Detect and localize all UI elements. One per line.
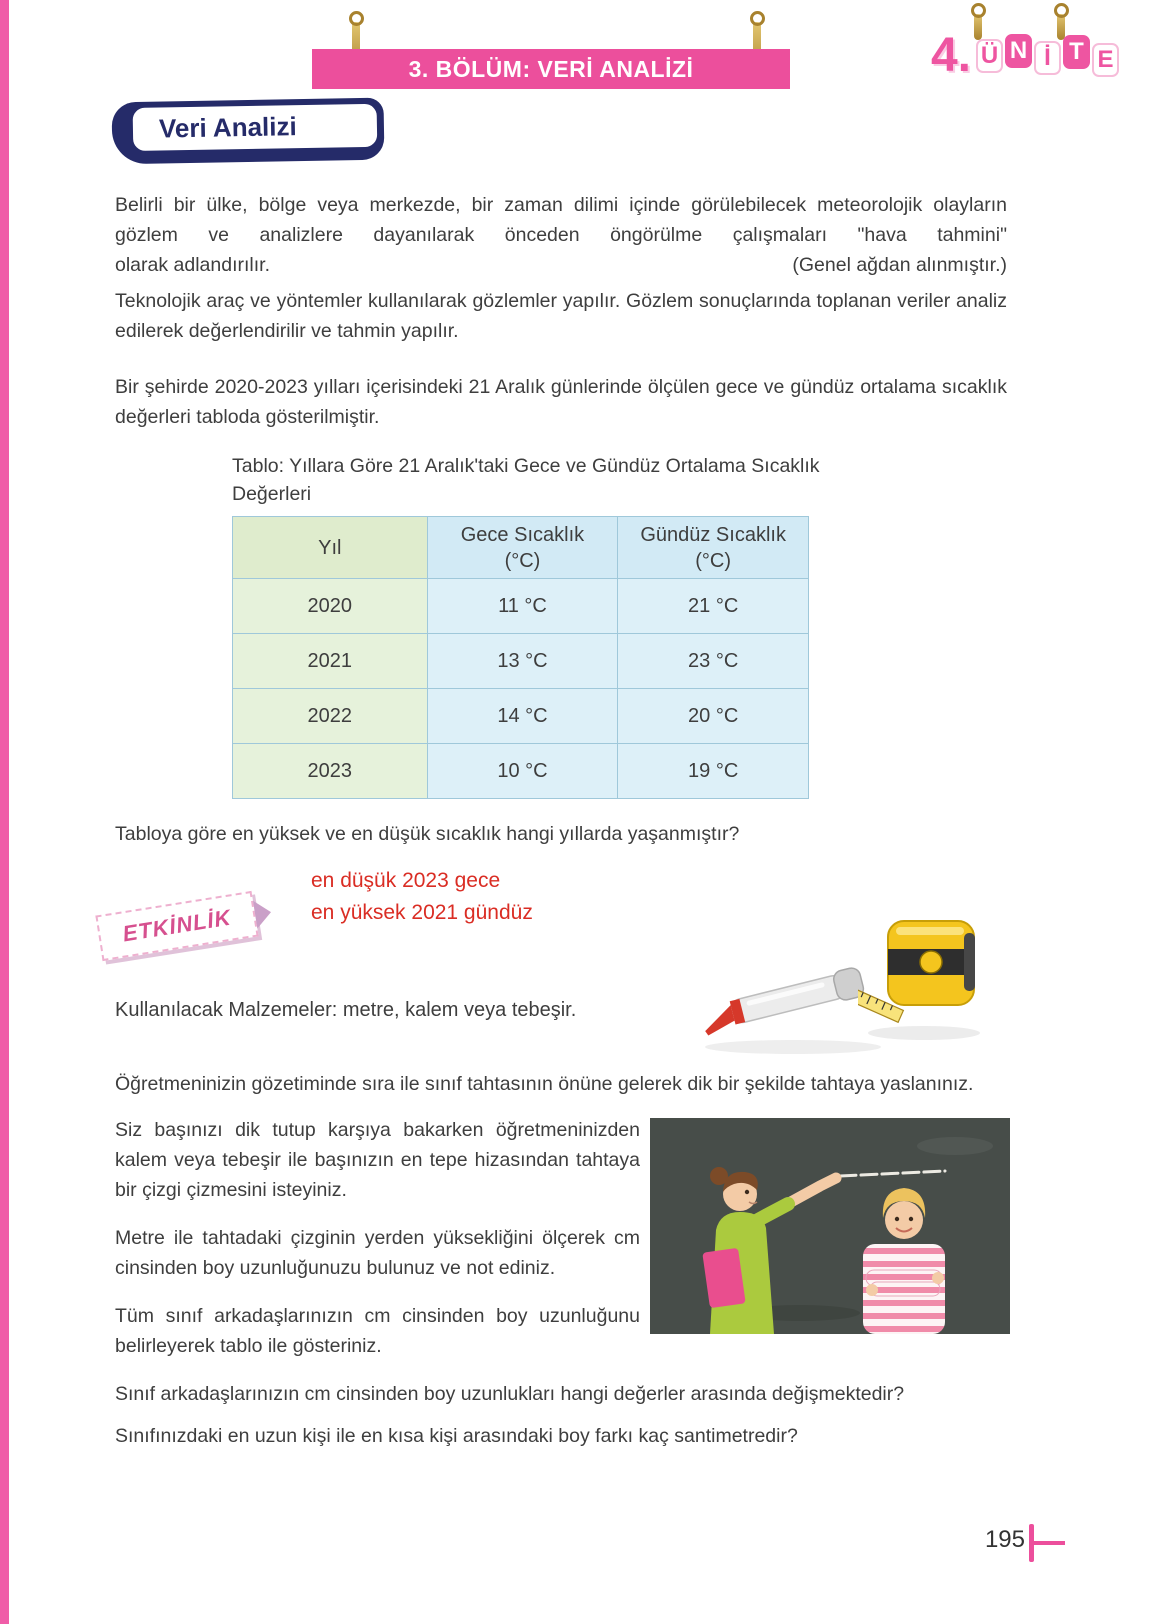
activity-step-2: Siz başınızı dik tutup karşıya bakarken öğretmeninizden kalem veya tebeşir ile başınızın en tepe hizasından tahtaya bir çizgi çizmesini isteyiniz. xyxy=(115,1119,640,1201)
section-title-badge xyxy=(111,98,384,165)
unit-letter: E xyxy=(1092,43,1119,77)
column-header-day-title: Gündüz Sıcaklık xyxy=(640,523,786,546)
table-row xyxy=(233,634,809,689)
cell-year: 2020 xyxy=(233,579,428,634)
table-row xyxy=(233,579,809,634)
unit-letter: T xyxy=(1063,35,1090,69)
page-edge-strip xyxy=(0,0,9,1624)
activity-steps xyxy=(115,1115,640,1361)
classroom-photo-illustration xyxy=(650,1118,1010,1334)
cell-year: 2023 xyxy=(233,744,428,799)
column-header-night xyxy=(427,517,618,579)
unit-letter: İ xyxy=(1034,41,1061,75)
cell-day-temp: 21 °C xyxy=(618,579,809,634)
chapter-header: 3. BÖLÜM: VERİ ANALİZİ xyxy=(312,49,790,89)
cell-day-temp: 23 °C xyxy=(618,634,809,689)
activity-step-3: Metre ile tahtadaki çizginin yerden yüksekliğini ölçerek cm cinsinden boy uzunluğunuzu bulunuz ve not ediniz. xyxy=(115,1227,640,1279)
tape-measure-icon xyxy=(858,915,998,1043)
cell-year: 2021 xyxy=(233,634,428,689)
table-header-row xyxy=(233,517,809,579)
activity-question-1: Sınıf arkadaşlarınızın cm cinsinden boy uzunlukları hangi değerler arasında değişmektedir? xyxy=(115,1383,905,1405)
cell-day-temp: 20 °C xyxy=(618,689,809,744)
intro-paragraph-1-end-row xyxy=(115,250,1007,280)
tape-measure-body xyxy=(888,921,975,1005)
column-header-night-title: Gece Sıcaklık xyxy=(460,523,585,546)
table-row xyxy=(233,689,809,744)
cell-year: 2022 xyxy=(233,689,428,744)
unit-letter: Ü xyxy=(976,39,1003,73)
cell-day-temp: 19 °C xyxy=(618,744,809,799)
source-note: (Genel ağdan alınmıştır.) xyxy=(792,254,1007,276)
unit-badge xyxy=(930,29,1119,82)
temperature-table xyxy=(232,516,809,799)
handwritten-answer-line: en yüksek 2021 gündüz xyxy=(311,901,533,924)
materials-line: Kullanılacak Malzemeler: metre, kalem veya tebeşir. xyxy=(115,999,577,1021)
page-number: 195 xyxy=(984,1526,1025,1553)
table-row xyxy=(233,744,809,799)
activity-question-2: Sınıfınızdaki en uzun kişi ile en kısa kişi arasındaki boy farkı kaç santimetredir? xyxy=(115,1425,798,1447)
activity-step-4: Tüm sınıf arkadaşlarınızın cm cinsinden boy uzunluğunu belirleyerek tablo ile gösteriniz. xyxy=(115,1305,640,1357)
intro-paragraph-2: Teknolojik araç ve yöntemler kullanılarak gözlemler yapılır. Gözlem sonuçlarında toplanan veriler analiz edilerek değerlendirilir ve tahmin yapılır. xyxy=(115,290,1007,342)
cell-night-temp: 14 °C xyxy=(427,689,618,744)
column-header-night-unit: (°C) xyxy=(504,549,541,572)
table-caption: Tablo: Yıllara Göre 21 Aralık'taki Gece ve Gündüz Ortalama Sıcaklık Değerleri xyxy=(232,455,820,505)
intro-paragraph-3: Bir şehirde 2020-2023 yılları içerisindeki 21 Aralık günlerinde ölçülen gece ve gündüz ortalama sıcaklık değerleri tabloda gösterilmiştir. xyxy=(115,376,1007,428)
cell-night-temp: 10 °C xyxy=(427,744,618,799)
intro-paragraph-1: Belirli bir ülke, bölge veya merkezde, bir zaman dilimi içinde görülebilecek meteorolojik olayların gözlem ve analizlere dayanılarak önceden öngörülme çalışmaları "hava tahmini" xyxy=(115,194,1007,246)
marker-pen-body xyxy=(699,966,866,1036)
activity-step-1: Öğretmeninizin gözetiminde sıra ile sınıf tahtasının önüne gelerek dik bir şekilde tahtaya yaslanınız. xyxy=(115,1073,974,1095)
classroom-photo xyxy=(650,1118,1010,1339)
handwritten-answer-line: en düşük 2023 gece xyxy=(311,869,501,892)
table-question: Tabloya göre en yüksek ve en düşük sıcaklık hangi yıllarda yaşanmıştır? xyxy=(115,823,740,845)
unit-number: 4. xyxy=(930,29,971,82)
page-number-mark xyxy=(1029,1524,1065,1562)
column-header-day xyxy=(618,517,809,579)
section-title: Veri Analizi xyxy=(133,104,378,151)
tape-measure-image xyxy=(858,915,998,1048)
page-mark-line xyxy=(1034,1541,1065,1545)
cell-night-temp: 13 °C xyxy=(427,634,618,689)
unit-letter: N xyxy=(1005,34,1032,68)
cell-night-temp: 11 °C xyxy=(427,579,618,634)
column-header-day-unit: (°C) xyxy=(695,549,732,572)
activity-ribbon-label: ETKİNLİK xyxy=(120,904,233,947)
intro-paragraph-1-tail: olarak adlandırılır. xyxy=(115,254,271,276)
column-header-year: Yıl xyxy=(233,517,428,579)
